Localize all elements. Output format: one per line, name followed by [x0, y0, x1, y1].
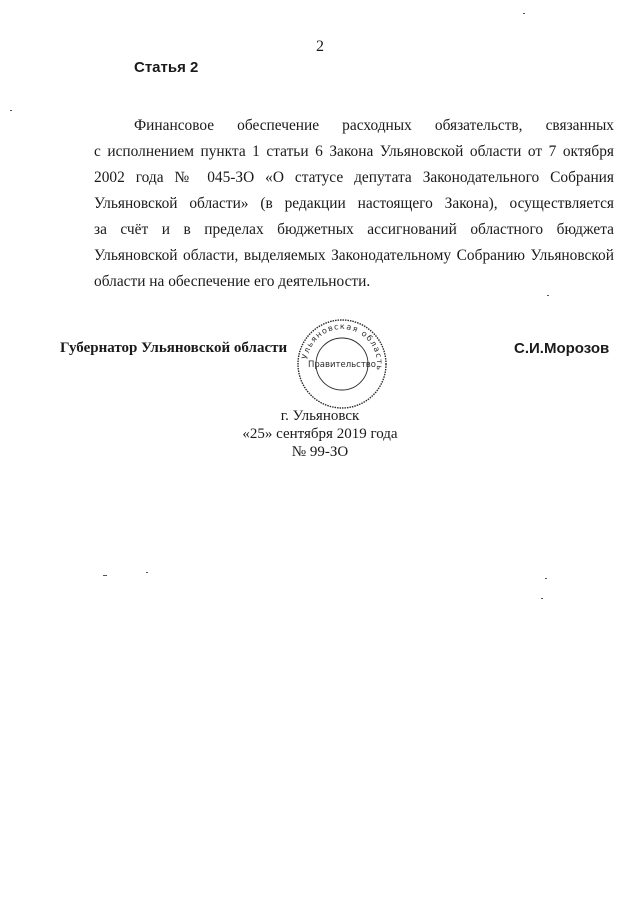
- scan-speck: [547, 295, 549, 296]
- scan-speck: [146, 572, 148, 573]
- body-line-7: области на обеспечение его деятельности.: [94, 273, 371, 290]
- place-date-block: [0, 407, 640, 461]
- city: г. Ульяновск: [280, 408, 360, 424]
- body-line-6: Ульяновской области, выделяемых Законодательному Собранию Ульяновской: [94, 247, 614, 264]
- official-seal: [296, 318, 388, 410]
- scan-speck: [545, 578, 547, 579]
- law-number: № 99-ЗО: [291, 444, 349, 460]
- signatory-position: Губернатор Ульяновской области: [60, 340, 288, 356]
- body-line-1: Финансовое обеспечение расходных обязательств, связанных: [134, 117, 614, 134]
- page-number: 2: [316, 38, 324, 55]
- seal-center-text: Правительство: [308, 360, 376, 370]
- seal-ring-text: Ульяновская область: [300, 321, 385, 372]
- date: «25» сентября 2019 года: [242, 426, 398, 442]
- scan-speck: [541, 598, 543, 599]
- body-line-5: за счёт и в пределах бюджетных ассигнований областного бюджета: [94, 221, 614, 238]
- article-heading: Статья 2: [134, 59, 199, 76]
- signatory-name: С.И.Морозов: [514, 340, 610, 357]
- body-line-3: 2002 года № 045-ЗО «О статусе депутата Законодательного Собрания: [94, 169, 614, 186]
- scan-speck: [523, 13, 525, 14]
- scan-speck: [10, 110, 12, 111]
- article-body: [94, 113, 614, 295]
- body-line-2: с исполнением пункта 1 статьи 6 Закона Ульяновской области от 7 октября: [94, 143, 614, 160]
- body-line-4: Ульяновской области» (в редакции настоящего Закона), осуществляется: [94, 195, 614, 212]
- scan-speck: [103, 575, 107, 576]
